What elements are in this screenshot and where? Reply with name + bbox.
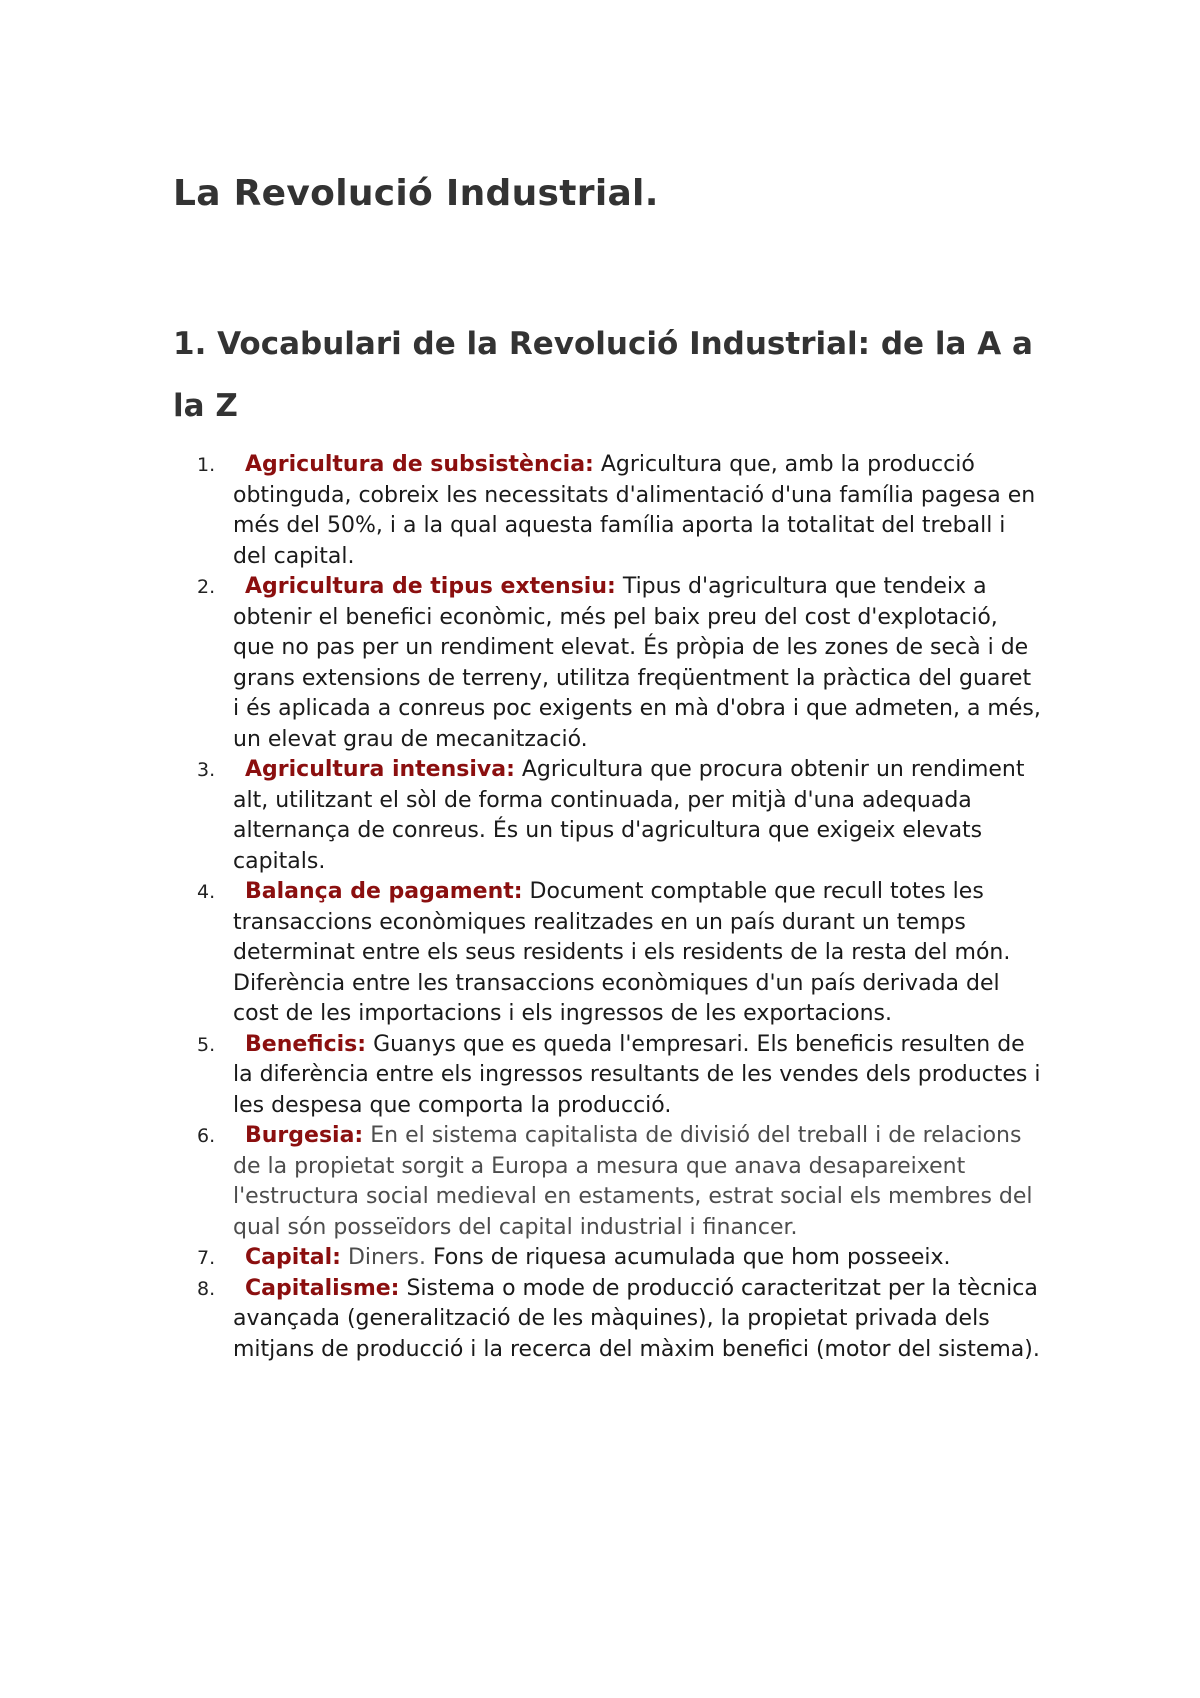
item-number: 2. xyxy=(197,576,216,598)
item-number: 6. xyxy=(197,1125,216,1147)
term: Agricultura de subsistència: xyxy=(245,452,594,477)
list-item xyxy=(173,877,1043,1030)
term: Agricultura de tipus extensiu: xyxy=(245,574,616,599)
item-number: 7. xyxy=(197,1247,216,1269)
definition-part: Diners. xyxy=(347,1245,427,1270)
list-item xyxy=(173,572,1043,755)
definition: En el sistema capitalista de divisió del treball i de relacions de la propietat sorgit a Europa a mesura que anava desapareixent l'estructura social medieval en estaments, estrat social els membres del qual són posseïdors del capital industrial i financer. xyxy=(233,1123,1033,1240)
definition: Agricultura que, amb la producció obtinguda, cobreix les necessitats d'alimentació d'una família pagesa en més del 50%, i a la qual aquesta família aporta la totalitat del treball i del capital. xyxy=(233,452,1036,569)
document-title: La Revolució Industrial. xyxy=(173,173,659,214)
list-item xyxy=(173,755,1043,877)
definition: Agricultura que procura obtenir un rendiment alt, utilitzant el sòl de forma continuada, per mitjà d'una adequada alternança de conreus. És un tipus d'agricultura que exigeix elevats capitals. xyxy=(233,757,1025,874)
vocabulary-list xyxy=(173,450,1043,1365)
item-number: 5. xyxy=(197,1033,216,1056)
term: Agricultura intensiva: xyxy=(245,757,515,782)
definition: Sistema o mode de producció caracteritzat per la tècnica avançada (generalització de les màquines), la propietat privada dels mitjans de producció i la recerca del màxim benefici (motor del sistema). xyxy=(233,1275,1040,1362)
term: Beneficis: xyxy=(245,1031,367,1057)
definition: Document comptable que recull totes les transaccions econòmiques realitzades en un país durant un temps determinat entre els seus residents i els residents de la resta del món. Diferència entre les transaccions econòmiques d'un país derivada del cost de les importacions i els ingressos de les exportacions. xyxy=(233,879,1011,1026)
item-number: 4. xyxy=(197,881,216,903)
list-item xyxy=(173,1274,1043,1366)
item-number: 8. xyxy=(197,1277,216,1300)
term: Burgesia: xyxy=(245,1123,364,1148)
list-item xyxy=(173,1243,1043,1274)
term: Balança de pagament: xyxy=(245,879,523,904)
definition-part: Fons de riquesa acumulada que hom posseeix. xyxy=(433,1245,951,1270)
list-item xyxy=(173,1121,1043,1243)
item-number: 3. xyxy=(197,759,216,781)
item-number: 1. xyxy=(197,454,216,476)
list-item xyxy=(173,1030,1043,1122)
term: Capitalisme: xyxy=(245,1275,400,1301)
term: Capital: xyxy=(245,1245,341,1270)
list-item xyxy=(173,450,1043,572)
section-heading: 1. Vocabulari de la Revolució Industrial: de la A a la Z xyxy=(173,326,1033,424)
definition: Guanys que es queda l'empresari. Els beneficis resulten de la diferència entre els ingressos resultants de les vendes dels productes i les despesa que comporta la producció. xyxy=(233,1031,1041,1118)
definition: Tipus d'agricultura que tendeix a obtenir el benefici econòmic, més pel baix preu del cost d'explotació, que no pas per un rendiment elevat. És pròpia de les zones de secà i de grans extensions de terreny, utilitza freqüentment la pràctica del guaret i és aplicada a conreus poc exigents en mà d'obra i que admeten, a més, un elevat grau de mecanització. xyxy=(233,574,1041,752)
